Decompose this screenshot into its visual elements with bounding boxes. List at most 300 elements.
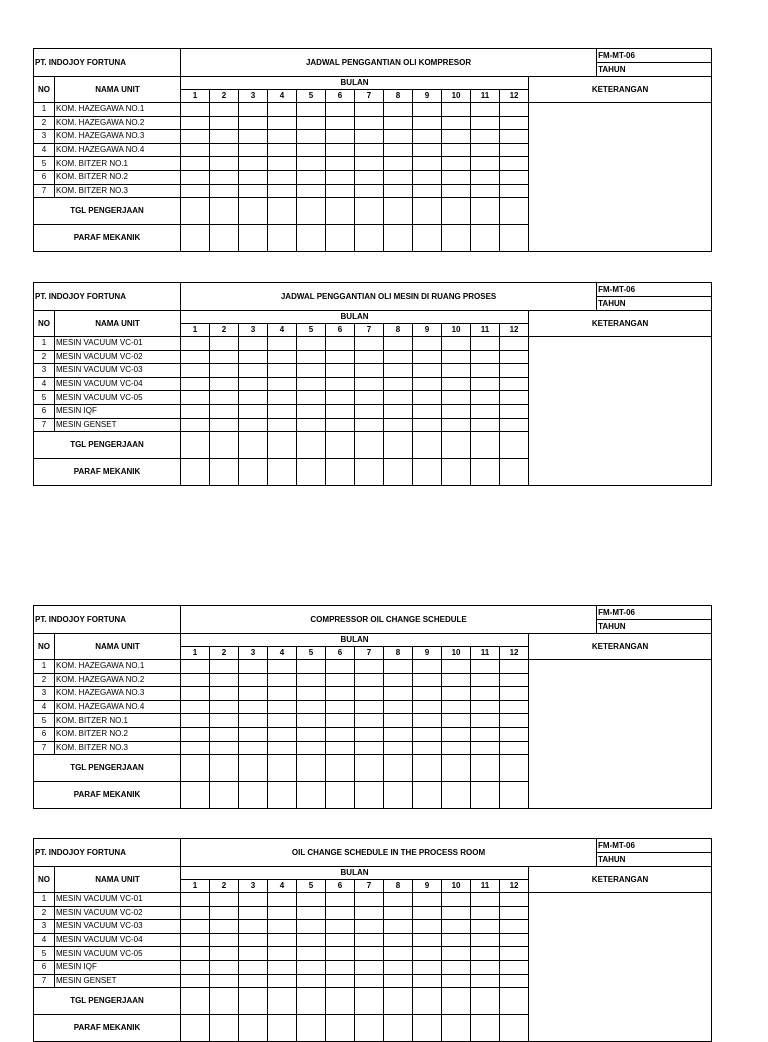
schedule-cell[interactable] [181, 404, 210, 418]
schedule-cell[interactable] [297, 143, 326, 157]
date-cell[interactable] [355, 432, 384, 459]
schedule-cell[interactable] [384, 906, 413, 920]
schedule-cell[interactable] [297, 906, 326, 920]
schedule-cell[interactable] [442, 116, 471, 130]
schedule-cell[interactable] [500, 960, 529, 974]
schedule-cell[interactable] [471, 947, 500, 961]
schedule-cell[interactable] [500, 418, 529, 432]
schedule-cell[interactable] [181, 714, 210, 728]
schedule-cell[interactable] [268, 893, 297, 907]
signature-cell[interactable] [500, 782, 529, 809]
schedule-cell[interactable] [471, 103, 500, 117]
schedule-cell[interactable] [181, 893, 210, 907]
schedule-cell[interactable] [239, 660, 268, 674]
schedule-cell[interactable] [413, 933, 442, 947]
schedule-cell[interactable] [326, 157, 355, 171]
schedule-cell[interactable] [239, 404, 268, 418]
schedule-cell[interactable] [181, 103, 210, 117]
signature-cell[interactable] [268, 459, 297, 486]
signature-cell[interactable] [442, 225, 471, 252]
schedule-cell[interactable] [355, 143, 384, 157]
schedule-cell[interactable] [210, 673, 239, 687]
date-cell[interactable] [442, 755, 471, 782]
schedule-cell[interactable] [500, 391, 529, 405]
schedule-cell[interactable] [181, 920, 210, 934]
schedule-cell[interactable] [239, 974, 268, 988]
schedule-cell[interactable] [268, 364, 297, 378]
schedule-cell[interactable] [239, 143, 268, 157]
schedule-cell[interactable] [471, 377, 500, 391]
schedule-cell[interactable] [471, 130, 500, 144]
schedule-cell[interactable] [355, 350, 384, 364]
schedule-cell[interactable] [384, 418, 413, 432]
signature-cell[interactable] [326, 225, 355, 252]
signature-cell[interactable] [384, 225, 413, 252]
schedule-cell[interactable] [210, 418, 239, 432]
signature-cell[interactable] [384, 1015, 413, 1042]
schedule-cell[interactable] [297, 933, 326, 947]
schedule-cell[interactable] [384, 184, 413, 198]
schedule-cell[interactable] [500, 700, 529, 714]
schedule-cell[interactable] [471, 714, 500, 728]
schedule-cell[interactable] [326, 714, 355, 728]
schedule-cell[interactable] [239, 350, 268, 364]
schedule-cell[interactable] [355, 906, 384, 920]
schedule-cell[interactable] [239, 741, 268, 755]
schedule-cell[interactable] [442, 391, 471, 405]
schedule-cell[interactable] [326, 947, 355, 961]
schedule-cell[interactable] [210, 116, 239, 130]
schedule-cell[interactable] [471, 660, 500, 674]
schedule-cell[interactable] [442, 673, 471, 687]
schedule-cell[interactable] [181, 947, 210, 961]
schedule-cell[interactable] [268, 116, 297, 130]
schedule-cell[interactable] [297, 184, 326, 198]
schedule-cell[interactable] [239, 960, 268, 974]
schedule-cell[interactable] [384, 170, 413, 184]
date-cell[interactable] [413, 988, 442, 1015]
date-cell[interactable] [181, 755, 210, 782]
schedule-cell[interactable] [268, 727, 297, 741]
schedule-cell[interactable] [326, 404, 355, 418]
signature-cell[interactable] [355, 1015, 384, 1042]
schedule-cell[interactable] [239, 103, 268, 117]
signature-cell[interactable] [210, 1015, 239, 1042]
signature-cell[interactable] [268, 782, 297, 809]
schedule-cell[interactable] [355, 974, 384, 988]
schedule-cell[interactable] [500, 893, 529, 907]
schedule-cell[interactable] [413, 364, 442, 378]
schedule-cell[interactable] [239, 418, 268, 432]
signature-cell[interactable] [500, 459, 529, 486]
date-cell[interactable] [239, 755, 268, 782]
schedule-cell[interactable] [384, 130, 413, 144]
signature-cell[interactable] [181, 782, 210, 809]
schedule-cell[interactable] [384, 116, 413, 130]
date-cell[interactable] [210, 988, 239, 1015]
date-cell[interactable] [413, 755, 442, 782]
schedule-cell[interactable] [413, 377, 442, 391]
schedule-cell[interactable] [471, 350, 500, 364]
date-cell[interactable] [268, 198, 297, 225]
notes-area[interactable] [529, 893, 712, 1042]
schedule-cell[interactable] [413, 906, 442, 920]
date-cell[interactable] [210, 755, 239, 782]
schedule-cell[interactable] [326, 170, 355, 184]
signature-cell[interactable] [239, 782, 268, 809]
signature-cell[interactable] [297, 225, 326, 252]
schedule-cell[interactable] [355, 391, 384, 405]
schedule-cell[interactable] [442, 130, 471, 144]
schedule-cell[interactable] [210, 184, 239, 198]
date-cell[interactable] [181, 198, 210, 225]
schedule-cell[interactable] [500, 103, 529, 117]
schedule-cell[interactable] [384, 960, 413, 974]
schedule-cell[interactable] [239, 920, 268, 934]
schedule-cell[interactable] [297, 947, 326, 961]
signature-cell[interactable] [210, 782, 239, 809]
schedule-cell[interactable] [326, 700, 355, 714]
schedule-cell[interactable] [239, 700, 268, 714]
schedule-cell[interactable] [500, 157, 529, 171]
schedule-cell[interactable] [326, 673, 355, 687]
schedule-cell[interactable] [268, 143, 297, 157]
schedule-cell[interactable] [326, 920, 355, 934]
schedule-cell[interactable] [268, 404, 297, 418]
schedule-cell[interactable] [297, 103, 326, 117]
schedule-cell[interactable] [413, 350, 442, 364]
schedule-cell[interactable] [413, 418, 442, 432]
schedule-cell[interactable] [500, 947, 529, 961]
schedule-cell[interactable] [413, 130, 442, 144]
notes-area[interactable] [529, 337, 712, 486]
schedule-cell[interactable] [355, 920, 384, 934]
schedule-cell[interactable] [326, 337, 355, 351]
schedule-cell[interactable] [355, 714, 384, 728]
schedule-cell[interactable] [384, 337, 413, 351]
date-cell[interactable] [268, 432, 297, 459]
schedule-cell[interactable] [384, 391, 413, 405]
schedule-cell[interactable] [210, 700, 239, 714]
schedule-cell[interactable] [413, 893, 442, 907]
schedule-cell[interactable] [471, 116, 500, 130]
schedule-cell[interactable] [384, 673, 413, 687]
date-cell[interactable] [500, 198, 529, 225]
schedule-cell[interactable] [297, 377, 326, 391]
schedule-cell[interactable] [413, 687, 442, 701]
schedule-cell[interactable] [500, 741, 529, 755]
date-cell[interactable] [500, 988, 529, 1015]
date-cell[interactable] [268, 755, 297, 782]
schedule-cell[interactable] [297, 960, 326, 974]
schedule-cell[interactable] [500, 920, 529, 934]
schedule-cell[interactable] [442, 893, 471, 907]
signature-cell[interactable] [210, 459, 239, 486]
schedule-cell[interactable] [384, 350, 413, 364]
schedule-cell[interactable] [442, 377, 471, 391]
date-cell[interactable] [471, 988, 500, 1015]
schedule-cell[interactable] [355, 404, 384, 418]
schedule-cell[interactable] [355, 116, 384, 130]
schedule-cell[interactable] [181, 960, 210, 974]
schedule-cell[interactable] [442, 143, 471, 157]
schedule-cell[interactable] [181, 741, 210, 755]
date-cell[interactable] [326, 198, 355, 225]
schedule-cell[interactable] [210, 130, 239, 144]
schedule-cell[interactable] [413, 157, 442, 171]
schedule-cell[interactable] [210, 727, 239, 741]
signature-cell[interactable] [326, 782, 355, 809]
schedule-cell[interactable] [181, 130, 210, 144]
schedule-cell[interactable] [268, 673, 297, 687]
schedule-cell[interactable] [297, 687, 326, 701]
signature-cell[interactable] [413, 782, 442, 809]
schedule-cell[interactable] [326, 741, 355, 755]
schedule-cell[interactable] [471, 337, 500, 351]
schedule-cell[interactable] [355, 727, 384, 741]
schedule-cell[interactable] [297, 974, 326, 988]
schedule-cell[interactable] [239, 727, 268, 741]
schedule-cell[interactable] [413, 947, 442, 961]
signature-cell[interactable] [239, 1015, 268, 1042]
signature-cell[interactable] [355, 459, 384, 486]
signature-cell[interactable] [442, 459, 471, 486]
schedule-cell[interactable] [297, 130, 326, 144]
schedule-cell[interactable] [239, 933, 268, 947]
date-cell[interactable] [297, 988, 326, 1015]
schedule-cell[interactable] [210, 157, 239, 171]
schedule-cell[interactable] [413, 660, 442, 674]
schedule-cell[interactable] [239, 687, 268, 701]
schedule-cell[interactable] [471, 960, 500, 974]
schedule-cell[interactable] [268, 714, 297, 728]
signature-cell[interactable] [297, 1015, 326, 1042]
schedule-cell[interactable] [297, 364, 326, 378]
schedule-cell[interactable] [413, 337, 442, 351]
schedule-cell[interactable] [355, 741, 384, 755]
schedule-cell[interactable] [210, 906, 239, 920]
schedule-cell[interactable] [210, 714, 239, 728]
schedule-cell[interactable] [500, 660, 529, 674]
schedule-cell[interactable] [500, 377, 529, 391]
schedule-cell[interactable] [239, 170, 268, 184]
schedule-cell[interactable] [500, 687, 529, 701]
schedule-cell[interactable] [384, 727, 413, 741]
schedule-cell[interactable] [500, 727, 529, 741]
signature-cell[interactable] [500, 225, 529, 252]
schedule-cell[interactable] [297, 741, 326, 755]
schedule-cell[interactable] [384, 687, 413, 701]
schedule-cell[interactable] [210, 103, 239, 117]
schedule-cell[interactable] [297, 920, 326, 934]
schedule-cell[interactable] [181, 157, 210, 171]
date-cell[interactable] [384, 198, 413, 225]
schedule-cell[interactable] [471, 727, 500, 741]
schedule-cell[interactable] [471, 893, 500, 907]
signature-cell[interactable] [471, 225, 500, 252]
schedule-cell[interactable] [384, 103, 413, 117]
schedule-cell[interactable] [471, 933, 500, 947]
schedule-cell[interactable] [384, 920, 413, 934]
date-cell[interactable] [413, 432, 442, 459]
date-cell[interactable] [355, 198, 384, 225]
signature-cell[interactable] [181, 225, 210, 252]
date-cell[interactable] [326, 988, 355, 1015]
schedule-cell[interactable] [181, 170, 210, 184]
schedule-cell[interactable] [442, 337, 471, 351]
signature-cell[interactable] [500, 1015, 529, 1042]
schedule-cell[interactable] [355, 337, 384, 351]
schedule-cell[interactable] [471, 364, 500, 378]
schedule-cell[interactable] [210, 377, 239, 391]
schedule-cell[interactable] [471, 391, 500, 405]
date-cell[interactable] [326, 432, 355, 459]
schedule-cell[interactable] [268, 337, 297, 351]
schedule-cell[interactable] [239, 184, 268, 198]
schedule-cell[interactable] [297, 893, 326, 907]
schedule-cell[interactable] [297, 157, 326, 171]
schedule-cell[interactable] [268, 350, 297, 364]
schedule-cell[interactable] [442, 920, 471, 934]
schedule-cell[interactable] [413, 184, 442, 198]
signature-cell[interactable] [384, 782, 413, 809]
schedule-cell[interactable] [471, 974, 500, 988]
schedule-cell[interactable] [413, 741, 442, 755]
signature-cell[interactable] [268, 1015, 297, 1042]
signature-cell[interactable] [326, 1015, 355, 1042]
schedule-cell[interactable] [384, 660, 413, 674]
schedule-cell[interactable] [181, 184, 210, 198]
schedule-cell[interactable] [239, 364, 268, 378]
schedule-cell[interactable] [239, 337, 268, 351]
schedule-cell[interactable] [297, 714, 326, 728]
schedule-cell[interactable] [442, 687, 471, 701]
signature-cell[interactable] [239, 225, 268, 252]
schedule-cell[interactable] [355, 893, 384, 907]
schedule-cell[interactable] [471, 143, 500, 157]
schedule-cell[interactable] [500, 404, 529, 418]
schedule-cell[interactable] [413, 714, 442, 728]
schedule-cell[interactable] [500, 116, 529, 130]
schedule-cell[interactable] [268, 974, 297, 988]
schedule-cell[interactable] [471, 404, 500, 418]
schedule-cell[interactable] [210, 687, 239, 701]
date-cell[interactable] [297, 432, 326, 459]
schedule-cell[interactable] [326, 687, 355, 701]
date-cell[interactable] [384, 988, 413, 1015]
schedule-cell[interactable] [181, 700, 210, 714]
signature-cell[interactable] [413, 225, 442, 252]
schedule-cell[interactable] [384, 700, 413, 714]
schedule-cell[interactable] [181, 143, 210, 157]
date-cell[interactable] [471, 432, 500, 459]
schedule-cell[interactable] [500, 170, 529, 184]
schedule-cell[interactable] [326, 974, 355, 988]
date-cell[interactable] [442, 988, 471, 1015]
schedule-cell[interactable] [268, 660, 297, 674]
signature-cell[interactable] [413, 459, 442, 486]
schedule-cell[interactable] [268, 741, 297, 755]
signature-cell[interactable] [210, 225, 239, 252]
schedule-cell[interactable] [355, 184, 384, 198]
date-cell[interactable] [384, 755, 413, 782]
schedule-cell[interactable] [471, 184, 500, 198]
schedule-cell[interactable] [326, 727, 355, 741]
schedule-cell[interactable] [268, 700, 297, 714]
schedule-cell[interactable] [326, 350, 355, 364]
schedule-cell[interactable] [239, 377, 268, 391]
schedule-cell[interactable] [268, 103, 297, 117]
schedule-cell[interactable] [268, 906, 297, 920]
schedule-cell[interactable] [326, 660, 355, 674]
date-cell[interactable] [239, 432, 268, 459]
schedule-cell[interactable] [181, 933, 210, 947]
schedule-cell[interactable] [355, 673, 384, 687]
schedule-cell[interactable] [471, 700, 500, 714]
schedule-cell[interactable] [268, 170, 297, 184]
schedule-cell[interactable] [326, 933, 355, 947]
schedule-cell[interactable] [413, 960, 442, 974]
schedule-cell[interactable] [326, 130, 355, 144]
schedule-cell[interactable] [297, 700, 326, 714]
signature-cell[interactable] [297, 459, 326, 486]
schedule-cell[interactable] [268, 920, 297, 934]
schedule-cell[interactable] [181, 687, 210, 701]
schedule-cell[interactable] [500, 906, 529, 920]
schedule-cell[interactable] [181, 418, 210, 432]
schedule-cell[interactable] [181, 377, 210, 391]
schedule-cell[interactable] [471, 687, 500, 701]
schedule-cell[interactable] [500, 130, 529, 144]
date-cell[interactable] [500, 432, 529, 459]
schedule-cell[interactable] [268, 687, 297, 701]
schedule-cell[interactable] [239, 947, 268, 961]
date-cell[interactable] [413, 198, 442, 225]
schedule-cell[interactable] [355, 377, 384, 391]
schedule-cell[interactable] [268, 130, 297, 144]
schedule-cell[interactable] [471, 418, 500, 432]
schedule-cell[interactable] [384, 893, 413, 907]
schedule-cell[interactable] [239, 673, 268, 687]
schedule-cell[interactable] [442, 933, 471, 947]
schedule-cell[interactable] [239, 130, 268, 144]
schedule-cell[interactable] [326, 391, 355, 405]
schedule-cell[interactable] [181, 673, 210, 687]
schedule-cell[interactable] [297, 170, 326, 184]
schedule-cell[interactable] [384, 933, 413, 947]
schedule-cell[interactable] [471, 906, 500, 920]
schedule-cell[interactable] [181, 727, 210, 741]
schedule-cell[interactable] [442, 170, 471, 184]
schedule-cell[interactable] [471, 920, 500, 934]
signature-cell[interactable] [442, 782, 471, 809]
schedule-cell[interactable] [181, 391, 210, 405]
schedule-cell[interactable] [210, 350, 239, 364]
schedule-cell[interactable] [413, 143, 442, 157]
schedule-cell[interactable] [181, 337, 210, 351]
date-cell[interactable] [239, 988, 268, 1015]
schedule-cell[interactable] [384, 714, 413, 728]
signature-cell[interactable] [471, 782, 500, 809]
schedule-cell[interactable] [268, 391, 297, 405]
schedule-cell[interactable] [442, 700, 471, 714]
schedule-cell[interactable] [413, 391, 442, 405]
schedule-cell[interactable] [442, 714, 471, 728]
schedule-cell[interactable] [210, 947, 239, 961]
schedule-cell[interactable] [326, 906, 355, 920]
schedule-cell[interactable] [297, 337, 326, 351]
schedule-cell[interactable] [326, 960, 355, 974]
